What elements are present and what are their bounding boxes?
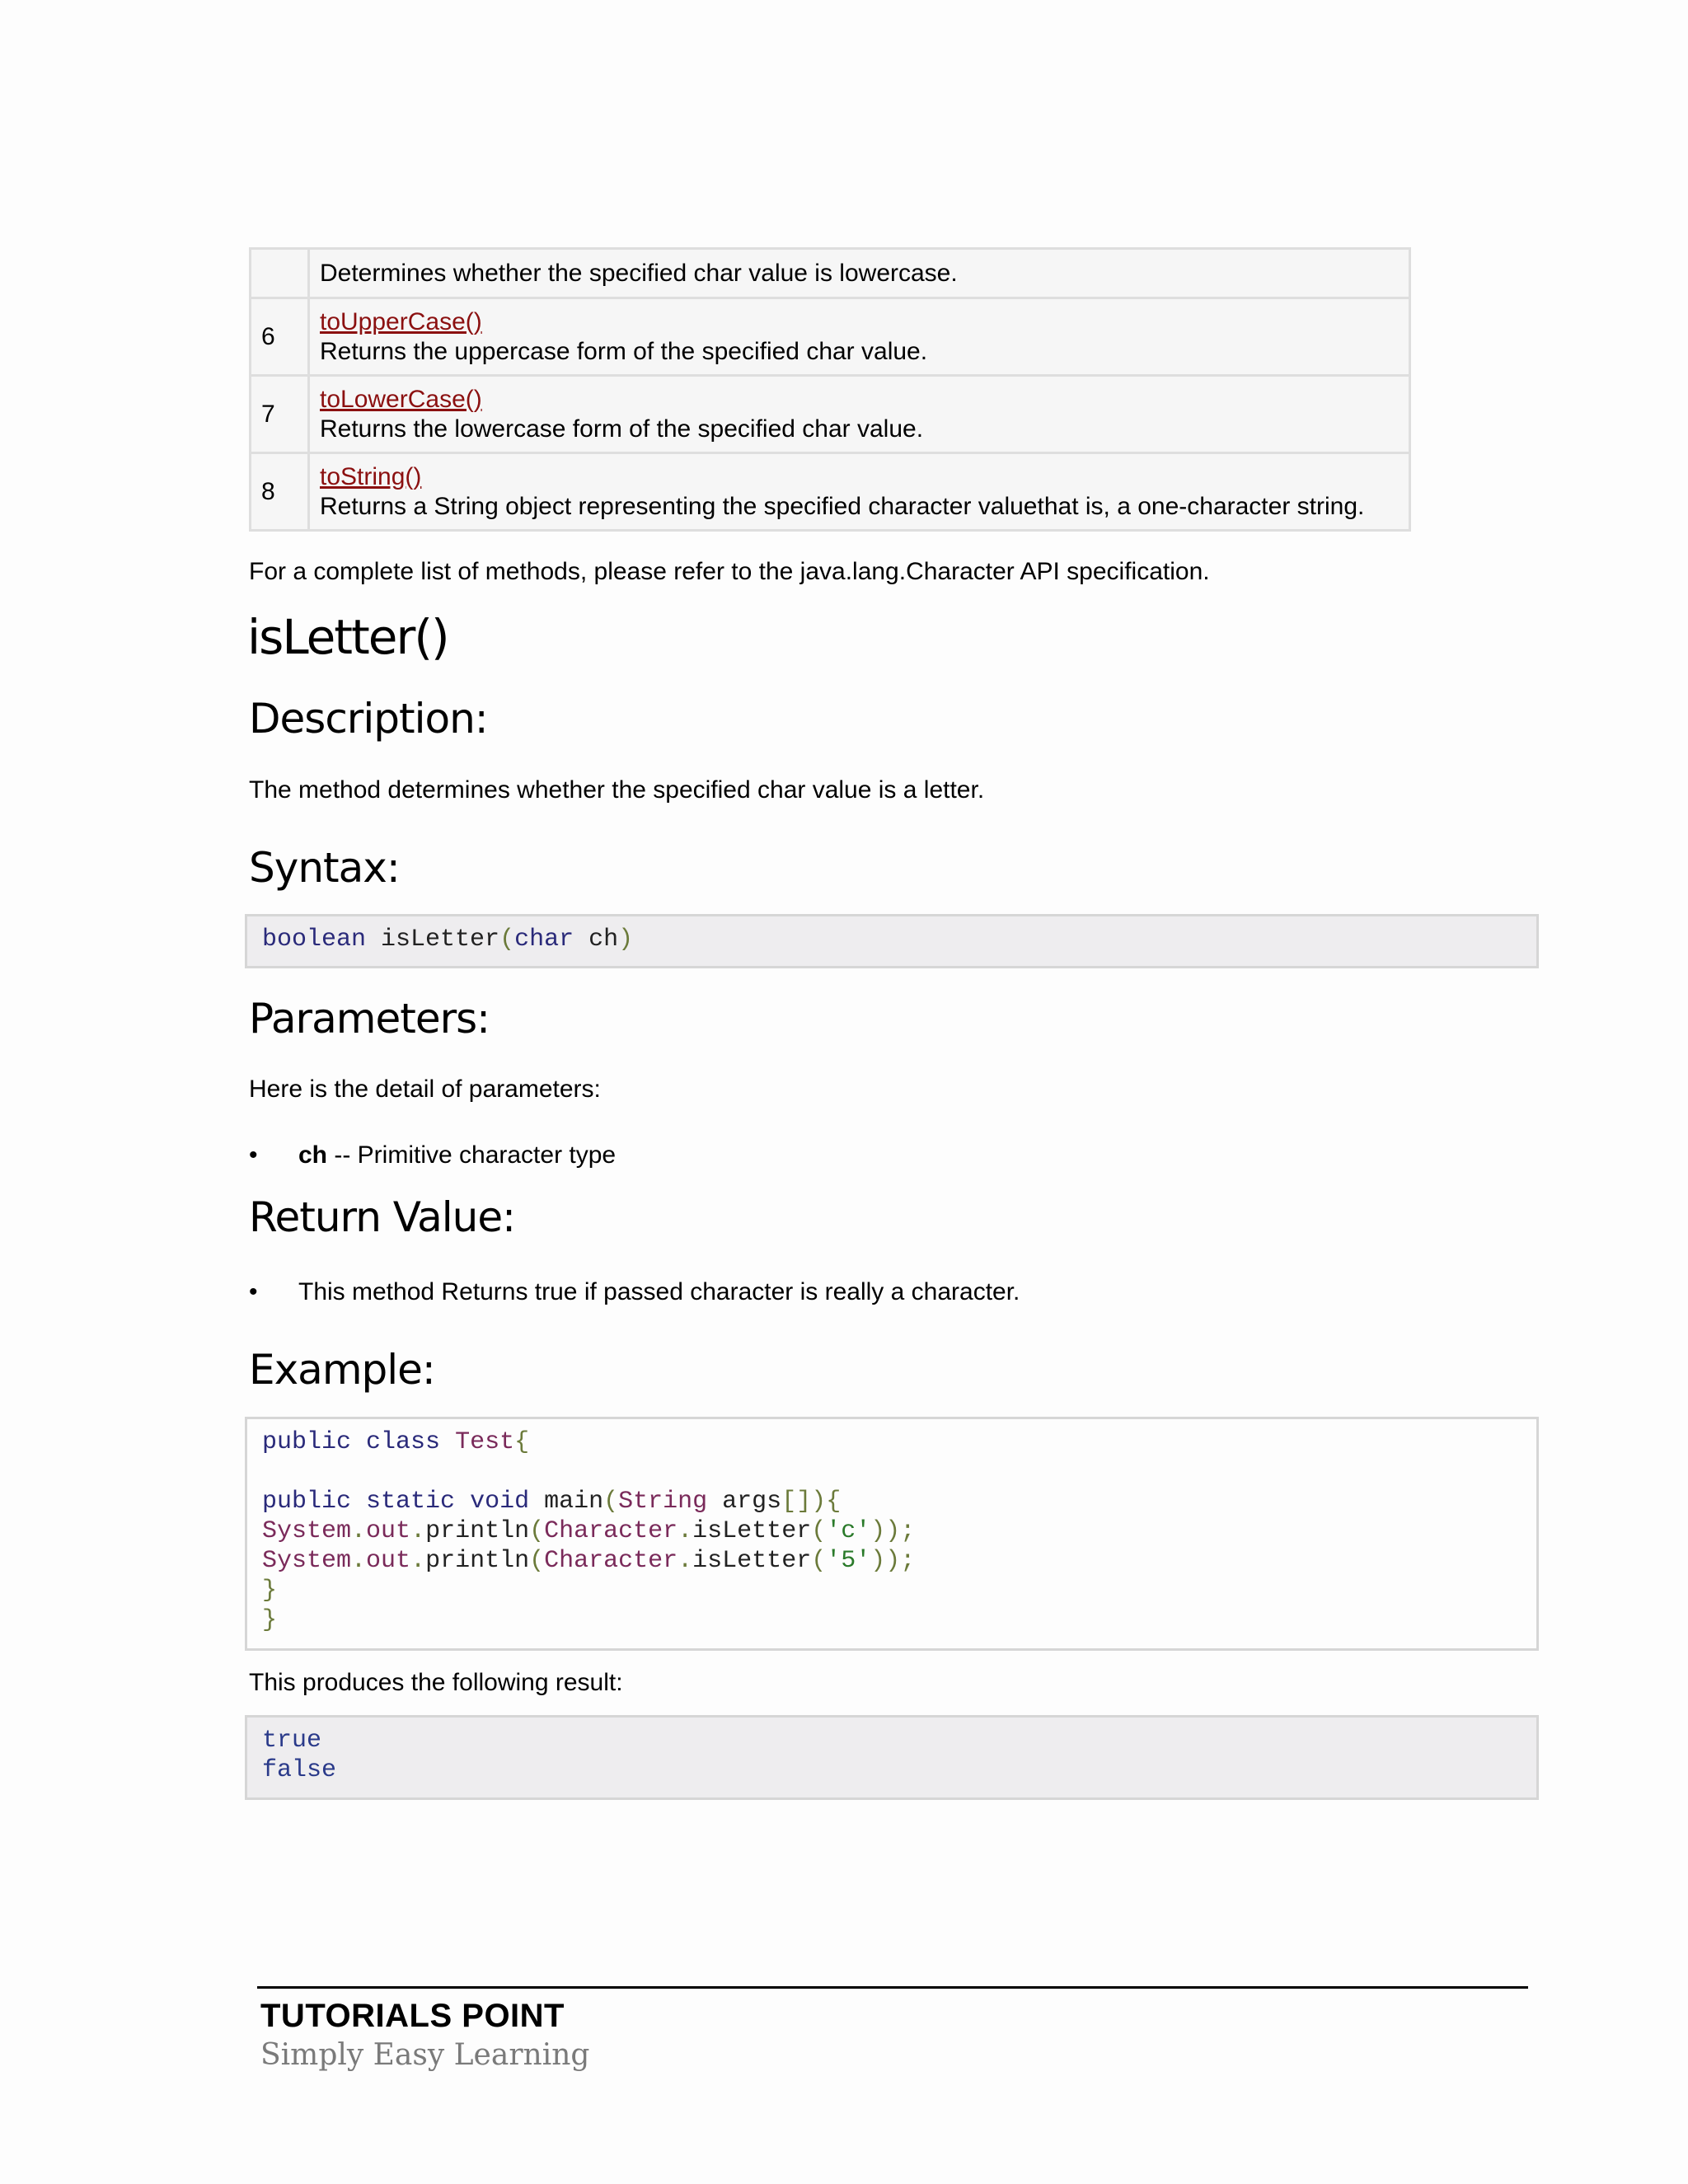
parameters-intro: Here is the detail of parameters: xyxy=(249,1076,601,1103)
example-code-block xyxy=(245,1417,1539,1651)
table-row xyxy=(251,376,1410,453)
code-line: public static void main(String args[]){ xyxy=(262,1488,842,1516)
methods-table xyxy=(249,247,1411,532)
api-reference-note: For a complete list of methods, please refer to the java.lang.Character API specification. xyxy=(249,558,1210,585)
syntax-code-block xyxy=(245,914,1539,968)
row-content xyxy=(309,453,1410,531)
code-token: char xyxy=(514,926,574,954)
parameters-heading: Parameters: xyxy=(249,995,490,1043)
method-description: Returns the lowercase form of the specified char value. xyxy=(320,415,924,443)
row-content xyxy=(309,249,1410,298)
result-intro: This produces the following result: xyxy=(249,1669,623,1696)
row-number: 7 xyxy=(251,376,309,453)
example-heading: Example: xyxy=(249,1346,435,1394)
method-title: isLetter() xyxy=(247,609,448,665)
footer-tagline: Simply Easy Learning xyxy=(260,2038,590,2072)
row-number xyxy=(251,249,309,298)
code-line: public class Test{ xyxy=(262,1428,530,1456)
method-link-tostring[interactable]: toString() xyxy=(320,462,422,490)
row-number: 6 xyxy=(251,298,309,376)
method-description: Returns a String object representing the specified character valuethat is, a one-character string. xyxy=(320,492,1365,520)
bullet-icon: • xyxy=(249,1141,258,1169)
row-content xyxy=(309,298,1410,376)
code-token: ( xyxy=(499,926,515,954)
output-line: true xyxy=(262,1727,322,1755)
code-token: boolean xyxy=(262,926,367,954)
parameter-name: ch xyxy=(298,1141,328,1169)
code-line: System.out.println(Character.isLetter('c')); xyxy=(262,1517,916,1545)
method-link-tolowercase[interactable]: toLowerCase() xyxy=(320,385,482,413)
code-token: ch xyxy=(574,926,619,954)
syntax-heading: Syntax: xyxy=(249,844,400,892)
code-line: } xyxy=(262,1577,278,1605)
description-text: The method determines whether the specified char value is a letter. xyxy=(249,776,985,804)
parameter-description: -- Primitive character type xyxy=(327,1141,617,1169)
code-line: } xyxy=(262,1606,278,1634)
output-line: false xyxy=(262,1756,337,1784)
table-row xyxy=(251,453,1410,531)
method-link-touppercase[interactable]: toUpperCase() xyxy=(320,307,482,335)
table-row xyxy=(251,298,1410,376)
table-row xyxy=(251,249,1410,298)
code-token: ) xyxy=(618,926,634,954)
footer-divider xyxy=(257,1986,1528,1989)
result-output-block xyxy=(245,1715,1539,1800)
method-description: Determines whether the specified char value is lowercase. xyxy=(320,259,958,287)
return-value-heading: Return Value: xyxy=(249,1193,515,1241)
method-description: Returns the uppercase form of the specified char value. xyxy=(320,337,928,365)
row-content xyxy=(309,376,1410,453)
code-line: System.out.println(Character.isLetter('5')); xyxy=(262,1547,916,1575)
bullet-icon: • xyxy=(249,1278,258,1305)
code-token: isLetter xyxy=(366,926,500,954)
footer-brand: TUTORIALS POINT xyxy=(260,1998,565,2034)
description-heading: Description: xyxy=(249,695,488,743)
return-value-text: This method Returns true if passed character is really a character. xyxy=(298,1278,1020,1305)
row-number: 8 xyxy=(251,453,309,531)
